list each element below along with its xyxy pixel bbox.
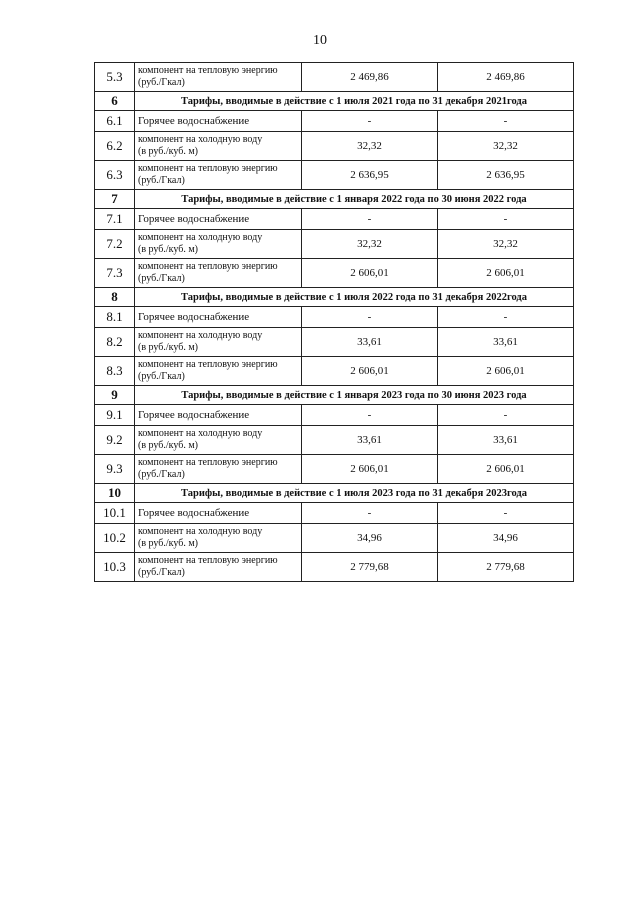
item-name-line: компонент на тепловую энергию	[138, 555, 278, 566]
item-name-line: Горячее водоснабжение	[138, 311, 250, 323]
table-row	[95, 230, 574, 259]
item-number: 8.1	[95, 307, 135, 328]
tariff-value-col2: -	[438, 209, 574, 230]
item-name-line: компонент на тепловую энергию	[138, 457, 278, 468]
section-number: 9	[95, 386, 135, 405]
section-number: 10	[95, 484, 135, 503]
item-name-line: Горячее водоснабжение	[138, 409, 250, 421]
tariff-value-col1: 2 606,01	[302, 357, 438, 386]
item-name-line: компонент на тепловую энергию	[138, 163, 278, 174]
item-name	[135, 503, 302, 524]
item-name-line: Горячее водоснабжение	[138, 507, 250, 519]
tariff-value-col2: 2 469,86	[438, 63, 574, 92]
item-name	[135, 230, 302, 259]
section-number: 6	[95, 92, 135, 111]
section-title: Тарифы, вводимые в действие с 1 января 2022 года по 30 июня 2022 года	[135, 190, 574, 209]
item-name	[135, 426, 302, 455]
table-row	[95, 426, 574, 455]
item-number: 6.1	[95, 111, 135, 132]
section-header-row	[95, 484, 574, 503]
section-header-row	[95, 92, 574, 111]
item-number: 10.2	[95, 524, 135, 553]
table-row	[95, 63, 574, 92]
item-name	[135, 132, 302, 161]
item-number: 6.3	[95, 161, 135, 190]
tariff-value-col2: -	[438, 307, 574, 328]
item-name-line: (руб./Гкал)	[138, 469, 185, 480]
item-name	[135, 405, 302, 426]
item-name-line: компонент на холодную воду	[138, 232, 263, 243]
item-name-line: (в руб./куб. м)	[138, 146, 198, 157]
item-name	[135, 455, 302, 484]
item-name	[135, 161, 302, 190]
section-header-row	[95, 190, 574, 209]
item-name-line: (руб./Гкал)	[138, 371, 185, 382]
item-name-line: компонент на холодную воду	[138, 330, 263, 341]
tariff-value-col1: 34,96	[302, 524, 438, 553]
tariff-value-col2: -	[438, 503, 574, 524]
item-name-line: компонент на холодную воду	[138, 526, 263, 537]
item-name-line: компонент на тепловую энергию	[138, 65, 278, 76]
tariff-value-col1: 2 606,01	[302, 259, 438, 288]
tariff-value-col1: 33,61	[302, 426, 438, 455]
tariff-value-col1: -	[302, 307, 438, 328]
item-number: 7.3	[95, 259, 135, 288]
tariff-value-col1: -	[302, 503, 438, 524]
tariff-value-col2: 2 606,01	[438, 455, 574, 484]
item-name	[135, 259, 302, 288]
item-number: 6.2	[95, 132, 135, 161]
item-name	[135, 524, 302, 553]
table-row	[95, 357, 574, 386]
item-number: 5.3	[95, 63, 135, 92]
tariff-value-col1: -	[302, 111, 438, 132]
tariff-value-col2: 2 636,95	[438, 161, 574, 190]
item-number: 9.1	[95, 405, 135, 426]
tariff-value-col1: 2 469,86	[302, 63, 438, 92]
item-name	[135, 553, 302, 582]
table-row	[95, 132, 574, 161]
tariff-value-col1: 2 636,95	[302, 161, 438, 190]
section-number: 7	[95, 190, 135, 209]
item-name-line: компонент на холодную воду	[138, 134, 263, 145]
tariff-value-col1: -	[302, 405, 438, 426]
item-name-line: (руб./Гкал)	[138, 175, 185, 186]
section-header-row	[95, 288, 574, 307]
item-name-line: Горячее водоснабжение	[138, 213, 250, 225]
section-title: Тарифы, вводимые в действие с 1 июля 2021 года по 31 декабря 2021года	[135, 92, 574, 111]
tariff-value-col2: 33,61	[438, 328, 574, 357]
item-number: 8.3	[95, 357, 135, 386]
tariff-value-col1: -	[302, 209, 438, 230]
tariff-value-col2: 33,61	[438, 426, 574, 455]
table-row	[95, 405, 574, 426]
tariff-value-col2: 32,32	[438, 132, 574, 161]
item-name	[135, 307, 302, 328]
tariff-value-col2: 2 606,01	[438, 357, 574, 386]
item-name-line: (руб./Гкал)	[138, 567, 185, 578]
table-row	[95, 161, 574, 190]
section-number: 8	[95, 288, 135, 307]
tariffs-table	[94, 62, 574, 582]
item-name-line: Горячее водоснабжение	[138, 115, 250, 127]
item-name-line: (в руб./куб. м)	[138, 342, 198, 353]
table-row	[95, 259, 574, 288]
section-title: Тарифы, вводимые в действие с 1 июля 2022 года по 31 декабря 2022года	[135, 288, 574, 307]
item-number: 9.3	[95, 455, 135, 484]
item-name	[135, 63, 302, 92]
item-name-line: (в руб./куб. м)	[138, 244, 198, 255]
tariff-value-col1: 32,32	[302, 132, 438, 161]
item-number: 7.1	[95, 209, 135, 230]
table-row	[95, 503, 574, 524]
item-name-line: компонент на тепловую энергию	[138, 261, 278, 272]
table-row	[95, 111, 574, 132]
item-number: 8.2	[95, 328, 135, 357]
table-row	[95, 307, 574, 328]
section-title: Тарифы, вводимые в действие с 1 июля 2023 года по 31 декабря 2023года	[135, 484, 574, 503]
tariffs-table-body	[95, 63, 574, 582]
item-name	[135, 209, 302, 230]
section-title: Тарифы, вводимые в действие с 1 января 2023 года по 30 июня 2023 года	[135, 386, 574, 405]
item-number: 10.3	[95, 553, 135, 582]
tariff-value-col2: -	[438, 111, 574, 132]
tariff-value-col1: 33,61	[302, 328, 438, 357]
table-row	[95, 209, 574, 230]
item-number: 10.1	[95, 503, 135, 524]
tariff-value-col1: 2 606,01	[302, 455, 438, 484]
item-name-line: (руб./Гкал)	[138, 273, 185, 284]
page-number: 10	[313, 33, 327, 48]
tariff-value-col2: -	[438, 405, 574, 426]
table-row	[95, 553, 574, 582]
tariff-value-col1: 32,32	[302, 230, 438, 259]
item-name	[135, 328, 302, 357]
item-name-line: компонент на холодную воду	[138, 428, 263, 439]
table-row	[95, 524, 574, 553]
item-name-line: (в руб./куб. м)	[138, 538, 198, 549]
tariff-value-col2: 2 606,01	[438, 259, 574, 288]
tariff-value-col2: 2 779,68	[438, 553, 574, 582]
item-name-line: (в руб./куб. м)	[138, 440, 198, 451]
item-number: 9.2	[95, 426, 135, 455]
tariff-value-col2: 34,96	[438, 524, 574, 553]
item-name	[135, 357, 302, 386]
item-number: 7.2	[95, 230, 135, 259]
tariff-value-col1: 2 779,68	[302, 553, 438, 582]
table-row	[95, 455, 574, 484]
item-name-line: компонент на тепловую энергию	[138, 359, 278, 370]
table-row	[95, 328, 574, 357]
tariff-value-col2: 32,32	[438, 230, 574, 259]
item-name-line: (руб./Гкал)	[138, 77, 185, 88]
section-header-row	[95, 386, 574, 405]
item-name	[135, 111, 302, 132]
